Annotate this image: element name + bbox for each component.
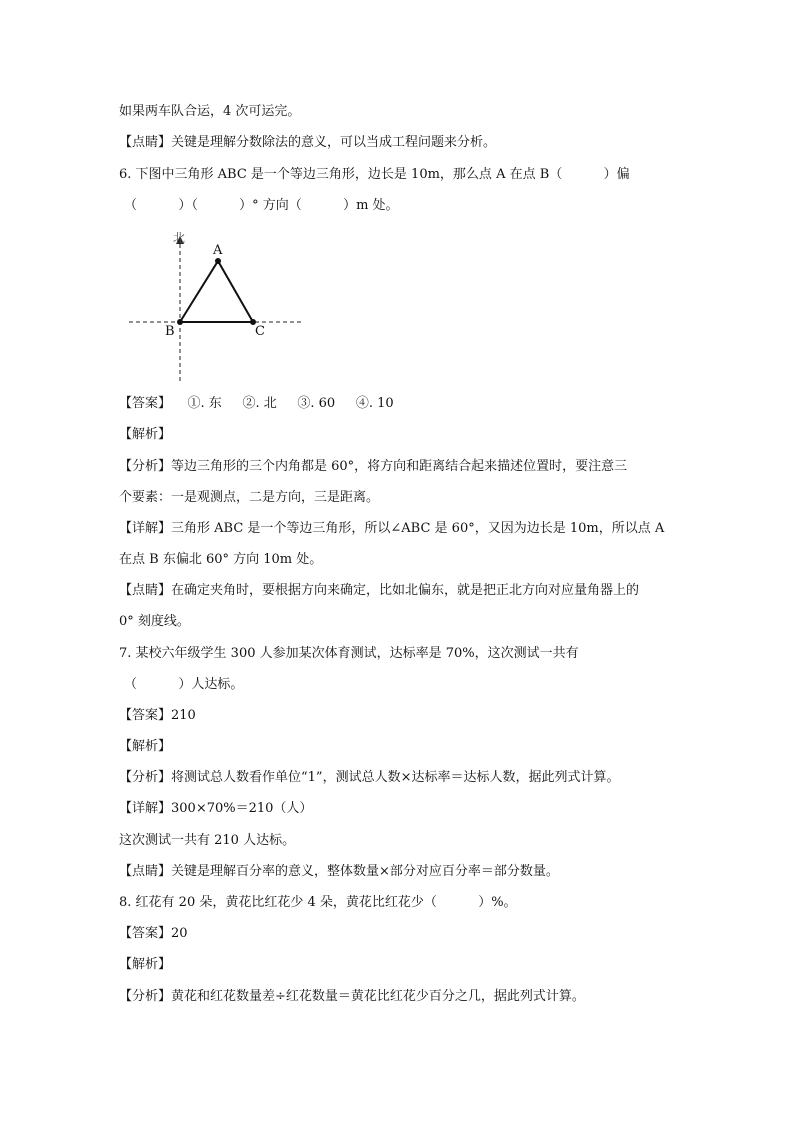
detail-7: 【详解】300×70%＝210（人）: [119, 801, 313, 816]
analysis-heading: 【解析】: [119, 427, 172, 442]
triangle-abc: [180, 261, 253, 322]
text-line: 如果两车队合运，4 次可运完。: [119, 104, 301, 119]
text-line: 【点睛】关键是理解分数除法的意义，可以当成工程问题来分析。: [119, 135, 497, 150]
analysis-heading: 【解析】: [119, 739, 172, 754]
label-c: C: [255, 324, 265, 339]
note-6: 【点睛】在确定夹角时，要根据方向来确定，比如北偏东，就是把正北方向对应量角器上的: [119, 583, 640, 598]
point-a-dot: [215, 258, 221, 264]
analysis-6: 【分析】等边三角形的三个内角都是 60°，将方向和距离结合起来描述位置时，要注意三: [119, 459, 628, 474]
detail-7-continued: 这次测试一共有 210 人达标。: [119, 833, 296, 848]
analysis-8: 【分析】黄花和红花数量差÷红花数量＝黄花比红花少百分之几，据此列式计算。: [119, 989, 585, 1004]
analysis-7: 【分析】将测试总人数看作单位“1”，测试总人数×达标率＝达标人数，据此列式计算。: [119, 770, 620, 785]
note-7: 【点睛】关键是理解百分率的意义，整体数量×部分对应百分率＝部分数量。: [119, 864, 559, 879]
label-a: A: [213, 243, 223, 258]
detail-6: 【详解】三角形 ABC 是一个等边三角形，所以∠ABC 是 60°，又因为边长是 10m，所以点 A: [119, 521, 665, 536]
question-6-continued: （ ）（ ）° 方向（ ）m 处。: [124, 198, 399, 213]
question-6: 6. 下图中三角形 ABC 是一个等边三角形，边长是 10m，那么点 A 在点 B（ ）偏: [119, 167, 630, 182]
answer-7: 【答案】210: [119, 708, 196, 723]
question-7: 7. 某校六年级学生 300 人参加某次体育测试，达标率是 70%，这次测试一共有: [119, 646, 579, 661]
triangle-diagram: [125, 226, 305, 386]
answer-8: 【答案】20: [119, 926, 188, 941]
note-6-continued: 0° 刻度线。: [119, 614, 190, 629]
detail-6-continued: 在点 B 东偏北 60° 方向 10m 处。: [119, 552, 323, 567]
point-b-dot: [177, 319, 183, 325]
north-label: 北: [173, 231, 186, 245]
label-b: B: [165, 324, 175, 339]
analysis-heading: 【解析】: [119, 957, 172, 972]
question-7-continued: （ ）人达标。: [124, 677, 244, 692]
question-8: 8. 红花有 20 朵，黄花比红花少 4 朵，黄花比红花少（ ）%。: [119, 895, 517, 910]
analysis-6-continued: 个要素：一是观测点，二是方向，三是距离。: [119, 490, 380, 505]
answer-6: 【答案】 ①. 东 ②. 北 ③. 60 ④. 10: [119, 396, 394, 411]
